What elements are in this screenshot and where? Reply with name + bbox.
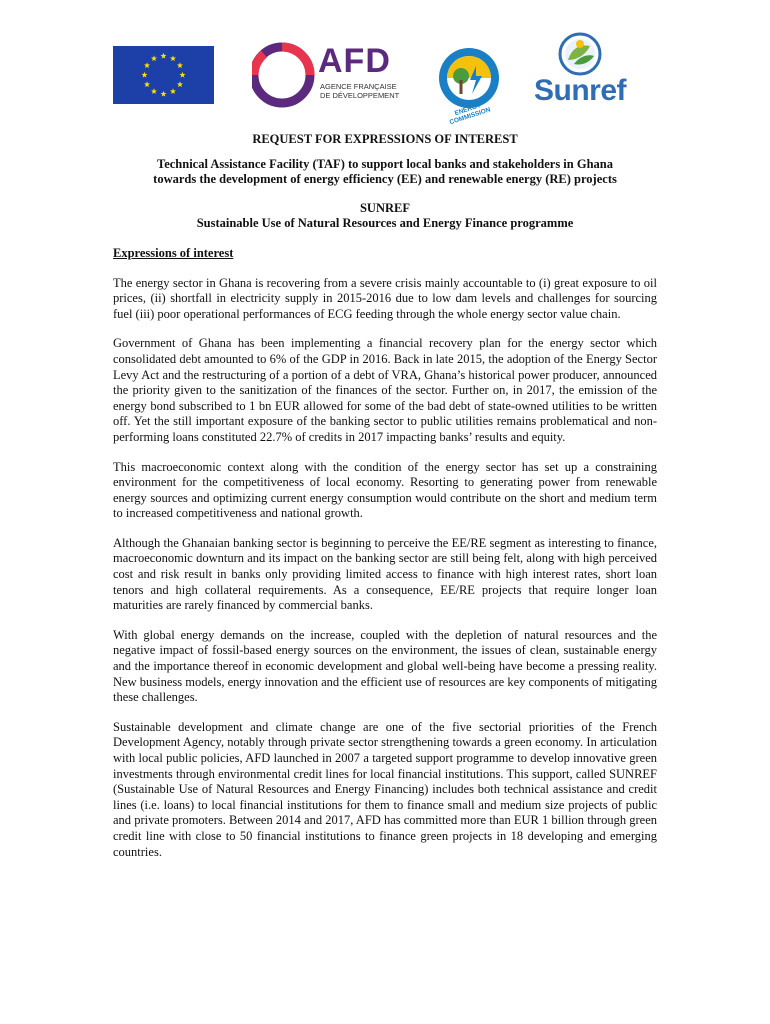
- document-title: REQUEST FOR EXPRESSIONS OF INTEREST: [252, 132, 518, 146]
- afd-logo: [252, 42, 402, 108]
- paragraph: The energy sector in Ghana is recovering from a severe crisis mainly accountable to (i) great exposure to oil prices, (ii) shortfall in electricity supply in 2015-2016 due to low dam levels and challenges for sourcing fuel (iii) poor operational performances of ECG feeding through the whole energy sector value chain.: [113, 275, 657, 321]
- paragraph: Sustainable development and climate change are one of the five sectorial priorities of the French Development Agency, notably through private sector strengthening towards a green economy. In articulation with local public policies, AFD launched in 2007 a targeted support programme to develop innovative green investments through environmental credit lines for local financial institutions. This support, called SUNREF (Sustainable Use of Natural Resources and Energy Financing) includes both technical assistance and credit lines (i.e. loans) to local financial institutions for them to finance small and medium size projects of public and private promoters. Between 2014 and 2017, AFD has committed more than EUR 1 billion through green credit line with close to 50 financial institutions to finance green projects in 18 developing and emerging countries.: [113, 719, 657, 859]
- afd-brand-text: AFD: [318, 42, 391, 80]
- paragraph: With global energy demands on the increase, coupled with the depletion of natural resources and the negative impact of fossil-based energy sources on the environment, the issues of clean, sustainable energy and the importance thereof in economic development and global well-being have become a pressing reality. New business models, energy innovation and the efficient use of resources are key components of mitigating these challenges.: [113, 627, 657, 705]
- document-subtitle: Technical Assistance Facility (TAF) to support local banks and stakeholders in Ghana towards the development of energy efficiency (EE) and renewable energy (RE) projects: [153, 156, 617, 187]
- sunref-logo: [530, 30, 630, 110]
- afd-tagline-line1: AGENCE FRANÇAISE: [320, 82, 397, 91]
- paragraph: Government of Ghana has been implementing a financial recovery plan for the energy sector which consolidated debt amounted to 6% of the GDP in 2016. Back in late 2015, the adoption of the Energy Sector Levy Act and the restructuring of a portion of a debt of VRA, Ghana’s historical power producer, announced the priority given to the sanitization of the finances of the sector. Further on, in 2017, the emission of the energy bond subscribed to 1 bn EUR allowed for some of the bad debt of state-owned utilities to be written off. Yet the still important exposure of the banking sector to public utilities remains problematical and non-performing loans constituted 22.7% of credits in 2017 impacting banks’ results and equity.: [113, 336, 657, 444]
- programme-full-name: Sustainable Use of Natural Resources and Energy Finance programme: [196, 216, 574, 231]
- logo-banner: [0, 28, 770, 127]
- document-body: [113, 132, 657, 874]
- afd-tagline-line2: DE DÉVELOPPEMENT: [320, 91, 400, 100]
- paragraph: Although the Ghanaian banking sector is beginning to perceive the EE/RE segment as interesting to finance, macroeconomic downturn and its impact on the banking sector are still being felt, along with high perceived cost and risk result in banks only providing limited access to finance with high interest rates, short loan tenors and high collateral requirements. As a consequence, EE/RE projects that require longer loan maturities are rarely financed by commercial banks.: [113, 535, 657, 613]
- energy-commission-text: ENERGY COMMISSION: [448, 102, 492, 127]
- sunref-text: Sunref: [533, 74, 626, 107]
- energy-commission-logo: [428, 38, 510, 127]
- eu-flag-logo: [113, 46, 214, 104]
- section-heading: Expressions of interest: [113, 245, 234, 260]
- programme-name: SUNREF: [359, 200, 410, 215]
- paragraph: This macroeconomic context along with the condition of the energy sector has set up a constraining environment for the competitiveness of local economy. Resorting to generating power from renewable energy sources and optimizing current energy consumption would contribute on the short and medium term to increased competitiveness and national growth.: [113, 459, 657, 521]
